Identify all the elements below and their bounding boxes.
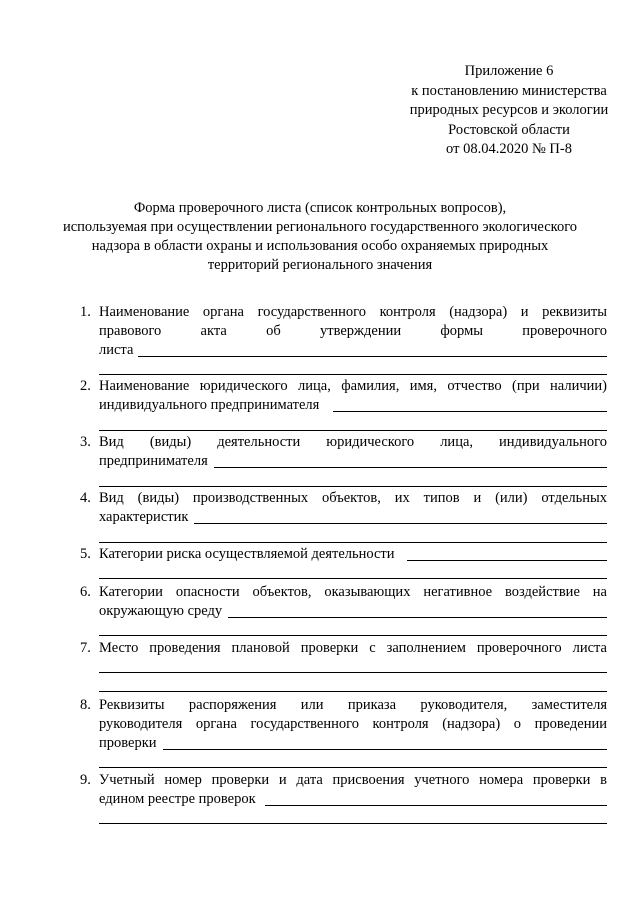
- answer-line[interactable]: [99, 823, 607, 824]
- item-number: 1.: [80, 304, 91, 320]
- answer-line[interactable]: [163, 749, 607, 750]
- answer-line[interactable]: [99, 635, 607, 636]
- annex-ministry: природных ресурсов и экологии: [409, 102, 609, 119]
- item-question: листа: [99, 342, 134, 358]
- annex-header: [380, 62, 638, 160]
- item-question: проверки: [99, 735, 157, 751]
- item-question: характеристик: [99, 509, 189, 525]
- form-title-line: Форма проверочного листа (список контрольных вопросов),: [133, 200, 507, 216]
- form-title: [40, 199, 600, 275]
- annex-region: Ростовской области: [448, 121, 570, 138]
- item-question: правового акта об утверждении формы проверочного: [99, 323, 607, 339]
- answer-line[interactable]: [228, 617, 607, 618]
- annex-number: Приложение 6: [464, 63, 554, 79]
- item-number: 5.: [80, 546, 91, 562]
- item-question: едином реестре проверок: [99, 791, 256, 807]
- answer-line[interactable]: [99, 486, 607, 487]
- answer-line[interactable]: [194, 523, 607, 524]
- item-number: 8.: [80, 697, 91, 713]
- answer-line[interactable]: [138, 356, 607, 357]
- form-title-line: используемая при осуществлении регионального государственного экологического: [62, 219, 578, 235]
- answer-line[interactable]: [333, 411, 607, 412]
- item-question: Место проведения плановой проверки с заполнением проверочного листа: [99, 640, 607, 656]
- answer-line[interactable]: [99, 430, 607, 431]
- answer-line[interactable]: [99, 767, 607, 768]
- item-question: окружающую среду: [99, 603, 223, 619]
- annex-date: от 08.04.2020 № П-8: [446, 141, 572, 158]
- item-number: 7.: [80, 640, 91, 656]
- item-number: 2.: [80, 378, 91, 394]
- answer-line[interactable]: [99, 578, 607, 579]
- item-number: 3.: [80, 434, 91, 450]
- answer-line[interactable]: [99, 542, 607, 543]
- answer-line[interactable]: [265, 805, 607, 806]
- item-question: Вид (виды) производственных объектов, их типов и (или) отдельных: [99, 490, 607, 506]
- answer-line[interactable]: [99, 672, 607, 673]
- item-question: Наименование юридического лица, фамилия, имя, отчество (при наличии): [99, 378, 607, 394]
- annex-resolution: к постановлению министерства: [411, 82, 607, 99]
- answer-line[interactable]: [214, 467, 607, 468]
- item-question: индивидуального предпринимателя: [99, 397, 320, 413]
- item-question: Вид (виды) деятельности юридического лица, индивидуального: [99, 434, 607, 450]
- item-number: 6.: [80, 584, 91, 600]
- answer-line[interactable]: [99, 374, 607, 375]
- answer-line[interactable]: [99, 691, 607, 692]
- form-title-line: надзора в области охраны и использования особо охраняемых природных: [91, 238, 549, 254]
- item-question: Реквизиты распоряжения или приказа руководителя, заместителя: [99, 697, 607, 713]
- item-question: Категории опасности объектов, оказывающих негативное воздействие на: [99, 584, 607, 600]
- item-number: 4.: [80, 490, 91, 506]
- item-question: руководителя органа государственного контроля (надзора) о проведении: [99, 716, 607, 732]
- form-title-line: территорий регионального значения: [207, 257, 433, 273]
- item-question: предпринимателя: [99, 453, 208, 469]
- answer-line[interactable]: [407, 560, 607, 561]
- item-question: Наименование органа государственного контроля (надзора) и реквизиты: [99, 304, 607, 320]
- item-question: Категории риска осуществляемой деятельности: [99, 546, 395, 562]
- item-number: 9.: [80, 772, 91, 788]
- item-question: Учетный номер проверки и дата присвоения учетного номера проверки в: [99, 772, 607, 788]
